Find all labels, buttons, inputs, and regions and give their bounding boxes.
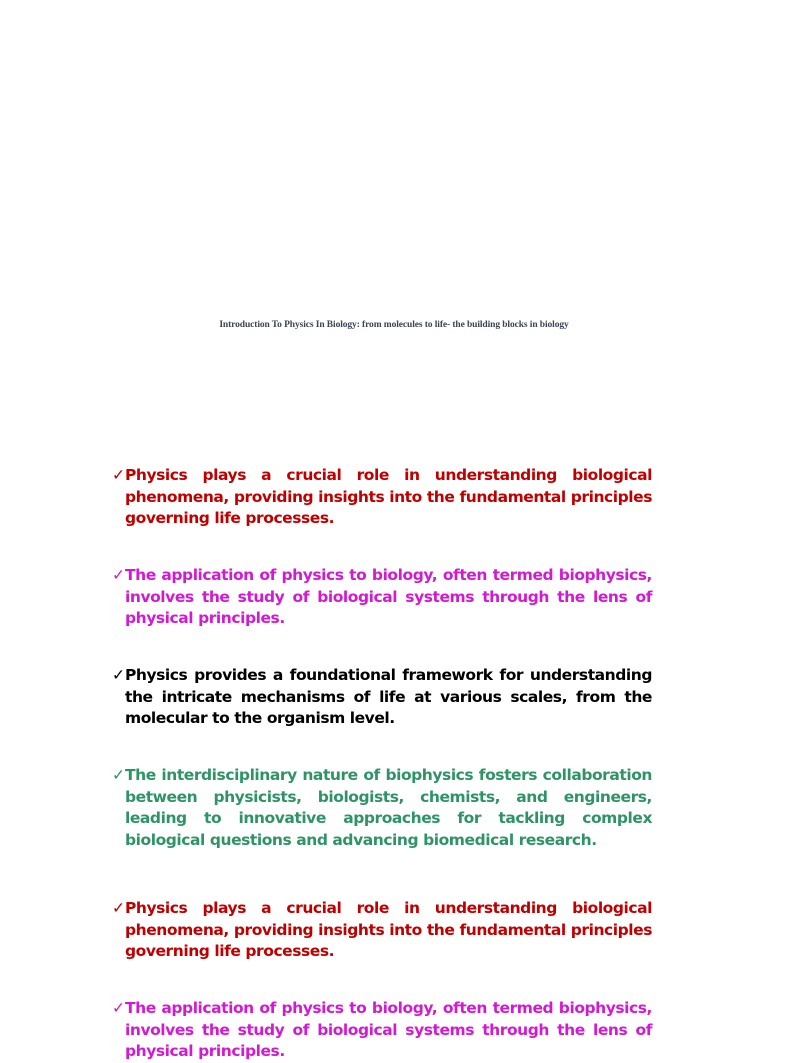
bullet-text: Physics plays a crucial role in understanding biological phenomena, providing insights into the fundamental principles governing life processes.	[125, 466, 652, 527]
bullet-item	[112, 665, 652, 730]
check-mark-icon: ✓	[112, 766, 125, 784]
bullet-item	[112, 898, 652, 963]
bullet-text: The interdisciplinary nature of biophysics fosters collaboration between physicists, biologists, chemists, and engineers, leading to innovative approaches for tackling complex biological questions and advancing biomedical research.	[125, 766, 652, 849]
bullet-text: Physics plays a crucial role in understanding biological phenomena, providing insights into the fundamental principles governing life processes.	[125, 899, 652, 960]
check-mark-icon: ✓	[112, 899, 125, 917]
check-mark-icon: ✓	[112, 466, 125, 484]
bullet-item	[112, 998, 652, 1063]
check-mark-icon: ✓	[112, 666, 125, 684]
bullet-item	[112, 465, 652, 530]
bullet-item	[112, 765, 652, 851]
bullet-item	[112, 565, 652, 630]
bullet-text: Physics provides a foundational framework for understanding the intricate mechanisms of life at various scales, from the molecular to the organism level.	[125, 666, 652, 727]
check-mark-icon: ✓	[112, 566, 125, 584]
bullet-text: The application of physics to biology, often termed biophysics, involves the study of biological systems through the lens of physical principles.	[125, 999, 652, 1060]
check-mark-icon: ✓	[112, 999, 125, 1017]
bullet-text: The application of physics to biology, often termed biophysics, involves the study of biological systems through the lens of physical principles.	[125, 566, 652, 627]
document-title: Introduction To Physics In Biology: from molecules to life- the building blocks in biology	[219, 320, 569, 330]
